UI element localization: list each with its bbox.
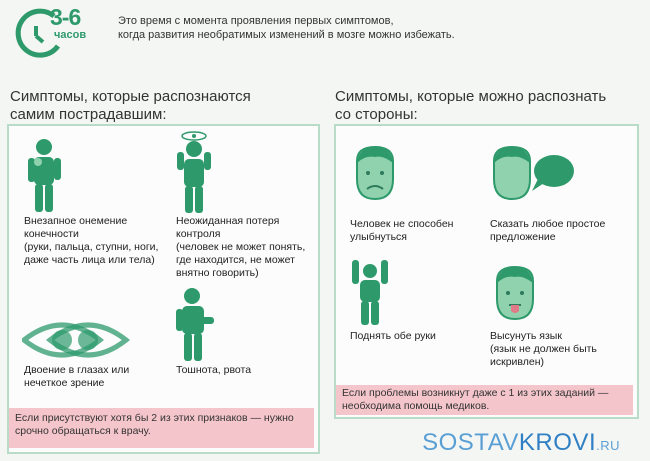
numbness-figure-icon	[24, 138, 64, 214]
intro-text: Это время с момента проявления первых симптомов, когда развития необратимых изменений в мозге можно избежать.	[118, 15, 455, 41]
left-section-title: Симптомы, которые распознаются самим пострадавшим:	[10, 88, 251, 123]
symptom-loss-of-control: Неожиданная потеря контроля (человек не может понять, где находится, не может внятно говорить)	[176, 215, 306, 279]
symptom-nausea: Тошнота, рвота	[176, 364, 252, 376]
symptom-double-vision: Двоение в глазах или нечеткое зрение	[24, 364, 130, 389]
hours-unit: часов	[54, 29, 87, 41]
left-alert: Если присутствуют хотя бы 2 из этих признаков — нужно срочно обращаться к врачу.	[9, 408, 314, 448]
speech-face-icon	[490, 145, 576, 203]
dizzy-figure-icon	[176, 130, 212, 214]
double-vision-eyes-icon	[22, 316, 132, 364]
test-smile: Человек не способен улыбнуться	[350, 218, 454, 243]
right-alert: Если проблемы возникнут даже с 1 из этих заданий — необходима помощь медиков.	[336, 385, 633, 415]
site-watermark: SOSTAVKROVI.RU	[422, 429, 620, 456]
test-raise-arms: Поднять обе руки	[350, 330, 436, 342]
symptom-numbness: Внезапное онемение конечности (руки, пальца, ступни, ноги, даже часть лица или тела)	[24, 215, 159, 266]
arms-up-figure-icon	[350, 258, 390, 326]
tongue-face-icon	[493, 265, 537, 321]
test-tongue: Высунуть язык (язык не должен быть искривлен)	[490, 330, 597, 368]
right-section-title: Симптомы, которые можно распознать со стороны:	[335, 88, 607, 123]
sad-face-icon	[353, 145, 397, 201]
nausea-figure-icon	[172, 287, 216, 363]
test-speak: Сказать любое простое предложение	[490, 218, 606, 243]
hours-value: 3-6	[50, 4, 81, 30]
